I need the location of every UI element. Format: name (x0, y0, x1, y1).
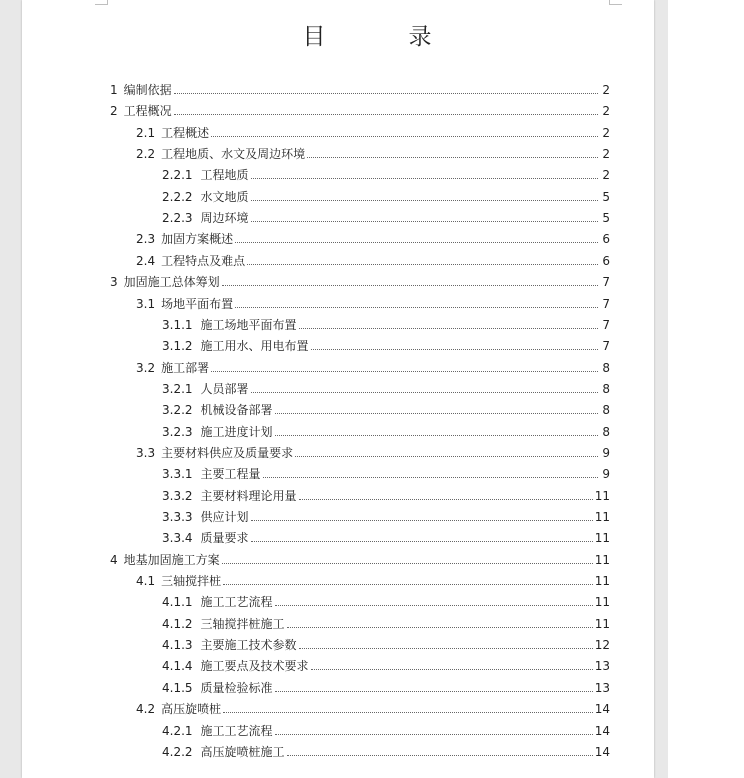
toc-entry-page: 11 (594, 531, 610, 546)
toc-entry-number: 3.2.3 (162, 424, 193, 439)
toc-leader-dots (307, 156, 598, 158)
toc-entry-number: 3.1 (136, 296, 156, 311)
toc-entry-number: 4.1.5 (162, 680, 193, 695)
toc-entry-title: 场地平面布置 (161, 296, 234, 311)
toc-entry-number: 2.2 (136, 147, 156, 162)
toc-leader-dots (311, 348, 598, 350)
toc-entry-page: 2 (602, 104, 610, 119)
toc-entry-page: 11 (594, 595, 610, 610)
toc-entry[interactable] (136, 251, 610, 271)
toc-entry[interactable] (162, 379, 610, 399)
toc-entry-number: 4.1.1 (162, 595, 193, 610)
toc-entry-number: 2.2.3 (162, 211, 193, 226)
toc-entry[interactable] (136, 699, 610, 719)
toc-entry-title: 三轴搅拌桩 (161, 574, 222, 589)
toc-leader-dots (222, 562, 593, 564)
toc-entry-title: 机械设备部署 (200, 403, 273, 418)
toc-leader-dots (299, 647, 593, 649)
toc-entry-title: 编制依据 (123, 83, 172, 97)
toc-entry-title: 供应计划 (200, 510, 249, 524)
toc-leader-dots (275, 733, 593, 735)
toc-entry-title: 主要材料理论用量 (200, 488, 297, 503)
toc-entry[interactable] (162, 721, 610, 741)
toc-leader-dots (222, 284, 598, 286)
toc-leader-dots (251, 519, 593, 521)
toc-entry-number: 4 (110, 552, 118, 567)
toc-entry-number: 2 (110, 104, 118, 119)
toc-entry-page: 6 (602, 253, 610, 268)
toc-entry[interactable] (136, 123, 610, 143)
toc-entry-title: 加固方案概述 (161, 232, 234, 247)
toc-entry[interactable] (136, 358, 610, 378)
toc-entry[interactable] (136, 443, 610, 463)
toc-entry-title: 水文地质 (200, 189, 249, 204)
toc-entry-page: 13 (594, 659, 610, 674)
toc-entry-page: 11 (594, 574, 610, 589)
toc-entry-page: 5 (602, 211, 610, 226)
toc-leader-dots (251, 177, 598, 179)
toc-entry-number: 3.2 (136, 360, 156, 375)
toc-entry-page: 11 (594, 488, 610, 503)
toc-entry-page: 5 (602, 189, 610, 204)
toc-entry-number: 3.3 (136, 445, 156, 460)
toc-entry-page: 11 (594, 510, 610, 524)
toc-leader-dots (251, 391, 598, 393)
toc-entry-page: 11 (594, 552, 610, 567)
toc-entry[interactable] (136, 229, 610, 249)
adjacent-page (668, 0, 744, 778)
toc-leader-dots (211, 370, 598, 372)
toc-entry-title: 工程地质 (200, 168, 249, 183)
toc-entry-title: 施工工艺流程 (200, 723, 273, 738)
toc-entry-page: 12 (594, 638, 610, 653)
toc-entry[interactable] (162, 422, 610, 442)
toc-leader-dots (223, 583, 593, 585)
toc-entry[interactable] (162, 315, 610, 335)
toc-entry-number: 4.1.3 (162, 638, 193, 653)
toc-entry-number: 3 (110, 275, 118, 290)
toc-entry-title: 施工要点及技术要求 (200, 659, 309, 674)
toc-entry-number: 4.2.2 (162, 744, 193, 759)
toc-entry-number: 2.3 (136, 232, 156, 247)
toc-leader-dots (223, 711, 593, 713)
toc-entry-title: 质量要求 (200, 531, 249, 546)
toc-entry-title: 高压旋喷桩施工 (200, 744, 285, 759)
toc-entry[interactable] (110, 550, 610, 570)
toc-entry[interactable] (162, 464, 610, 484)
toc-leader-dots (235, 241, 598, 243)
toc-entry-page: 8 (602, 424, 610, 439)
toc-entry-number: 3.1.1 (162, 317, 193, 332)
toc-entry-title: 主要施工技术参数 (200, 638, 297, 653)
toc-entry-page: 6 (602, 232, 610, 247)
toc-entry-number: 3.3.2 (162, 488, 193, 503)
toc-entry-number: 4.2 (136, 702, 156, 717)
toc-entry[interactable] (162, 400, 610, 420)
toc-entry-number: 4.1.2 (162, 616, 193, 631)
toc-entry-number: 3.1.2 (162, 339, 193, 354)
toc-entry-page: 8 (602, 381, 610, 396)
toc-entry-title: 三轴搅拌桩施工 (200, 616, 285, 631)
crop-mark-left (95, 0, 108, 5)
toc-entry[interactable] (110, 272, 610, 292)
toc-entry[interactable] (110, 80, 610, 100)
toc-entry[interactable] (162, 614, 610, 634)
toc-entry-number: 3.3.1 (162, 467, 193, 482)
toc-entry-title: 主要材料供应及质量要求 (161, 445, 294, 460)
toc-entry[interactable] (162, 742, 610, 762)
toc-entry-title: 工程概况 (123, 104, 172, 119)
toc-entry-number: 2.1 (136, 125, 156, 140)
toc-leader-dots (174, 92, 598, 94)
toc-entry-title: 质量检验标准 (200, 680, 273, 695)
toc-entry-page: 2 (602, 125, 610, 140)
toc-entry-number: 4.1.4 (162, 659, 193, 674)
toc-entry-title: 施工用水、用电布置 (200, 339, 309, 354)
toc-leader-dots (251, 220, 598, 222)
toc-entry-page: 8 (602, 360, 610, 375)
toc-entry-title: 施工工艺流程 (200, 595, 273, 610)
toc-entry-number: 2.2.2 (162, 189, 193, 204)
toc-entry-number: 3.2.1 (162, 381, 193, 396)
toc-leader-dots (174, 113, 598, 115)
toc-entry[interactable] (162, 592, 610, 612)
toc-entry-title: 人员部署 (200, 381, 249, 396)
toc-entry[interactable] (136, 294, 610, 314)
toc-leader-dots (251, 540, 593, 542)
toc-entry-title: 工程特点及难点 (161, 253, 246, 268)
toc-entry-page: 11 (594, 616, 610, 631)
toc-entry-page: 2 (602, 147, 610, 162)
toc-leader-dots (263, 476, 598, 478)
toc-leader-dots (275, 604, 593, 606)
toc-entry-number: 3.3.4 (162, 531, 193, 546)
toc-leader-dots (311, 668, 593, 670)
toc-entry-title: 主要工程量 (200, 467, 261, 482)
toc-entry-title: 加固施工总体筹划 (123, 275, 220, 290)
toc-leader-dots (287, 754, 593, 756)
toc-entry[interactable] (162, 507, 610, 527)
toc-entry[interactable] (162, 635, 610, 655)
toc-leader-dots (275, 690, 593, 692)
toc-entry-number: 2.2.1 (162, 168, 193, 183)
toc-entry-title: 工程概述 (161, 125, 210, 140)
toc-leader-dots (275, 434, 598, 436)
toc-entry[interactable] (136, 571, 610, 591)
toc-leader-dots (295, 455, 598, 457)
toc-entry-title: 施工场地平面布置 (200, 317, 297, 332)
toc-entry-title: 工程地质、水文及周边环境 (161, 147, 306, 162)
toc-entry-page: 7 (602, 296, 610, 311)
toc-leader-dots (251, 199, 598, 201)
toc-entry-number: 4.1 (136, 574, 156, 589)
toc-entry-number: 3.3.3 (162, 510, 193, 524)
toc-entry[interactable] (162, 486, 610, 506)
toc-leader-dots (299, 327, 598, 329)
toc-entry-title: 高压旋喷桩 (161, 702, 222, 717)
toc-entry[interactable] (162, 165, 610, 185)
page-title: 目 录 (302, 24, 462, 50)
toc-entry-page: 2 (602, 83, 610, 97)
toc-entry-page: 14 (594, 723, 610, 738)
toc-entry[interactable] (162, 208, 610, 228)
toc-leader-dots (275, 412, 598, 414)
toc-entry-number: 3.2.2 (162, 403, 193, 418)
toc-entry[interactable] (162, 528, 610, 548)
toc-entry-page: 2 (602, 168, 610, 183)
toc-entry-page: 8 (602, 403, 610, 418)
toc-leader-dots (287, 626, 593, 628)
toc-leader-dots (299, 498, 593, 500)
toc-entry-title: 周边环境 (200, 211, 249, 226)
toc-entry-page: 14 (594, 702, 610, 717)
toc-entry-page: 7 (602, 317, 610, 332)
toc-entry[interactable] (110, 101, 610, 121)
toc-entry-page: 9 (602, 445, 610, 460)
toc-entry[interactable] (162, 678, 610, 698)
toc-entry[interactable] (136, 144, 610, 164)
toc-entry-number: 2.4 (136, 253, 156, 268)
toc-entry-page: 14 (594, 744, 610, 759)
toc-leader-dots (211, 135, 598, 137)
toc-entry-page: 13 (594, 680, 610, 695)
toc-entry-number: 4.2.1 (162, 723, 193, 738)
toc-entry-page: 9 (602, 467, 610, 482)
toc-entry-title: 施工部署 (161, 360, 210, 375)
toc-entry-page: 7 (602, 339, 610, 354)
toc-entry[interactable] (162, 187, 610, 207)
toc-entry-page: 7 (602, 275, 610, 290)
toc-entry[interactable] (162, 656, 610, 676)
crop-mark-right (609, 0, 622, 5)
toc-leader-dots (235, 306, 598, 308)
toc-entry-number: 1 (110, 83, 118, 97)
toc-entry-title: 施工进度计划 (200, 424, 273, 439)
toc-entry-title: 地基加固施工方案 (123, 552, 220, 567)
toc-leader-dots (247, 263, 598, 265)
toc-entry[interactable] (162, 336, 610, 356)
